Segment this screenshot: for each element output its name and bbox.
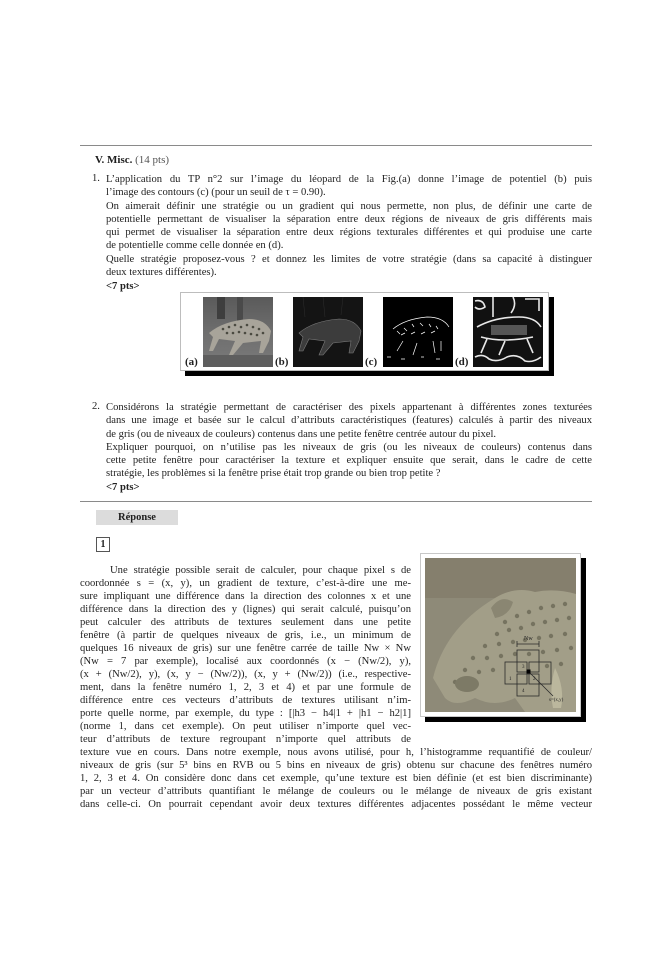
- q2-line: dans une image et basée sur le calcul d’attributs caractéristiques (features) calculés à partir des niveaux: [106, 415, 592, 426]
- window-number-4: 4: [522, 689, 525, 694]
- q1-line: On aimerait définir une stratégie ou un gradient qui nous permette, non plus, de définir une carte de: [106, 201, 592, 212]
- answer-line: porte quelle norme, par exemple, du type : [|h3 − h4|1 + |h1 − h2|1]: [80, 708, 411, 719]
- leopard-original-image: [203, 297, 273, 367]
- q1-line: qui permet de visualiser la séparation entre deux régions texturales différentes et qui produise une carte: [106, 227, 592, 238]
- answer-line: teur d’attributs de texture regroupant n’importe quel attributs de: [80, 734, 411, 745]
- q1-line: potentielle permettant de visualiser la séparation entre deux régions de niveaux de gris différents mais: [106, 214, 592, 225]
- window-number-2: 2: [533, 677, 536, 682]
- leopard-window-figure: [420, 553, 581, 717]
- top-rule: [80, 145, 592, 146]
- leopard-figure-strip: [180, 292, 549, 371]
- answer-line: dans celle-ci. On pourrait cependant avoir deux textures différentes adjacentes possédant le même vecteur: [80, 799, 592, 810]
- answer-header: Réponse: [96, 510, 178, 525]
- answer-line: Une stratégie possible serait de calculer, pour chaque pixel s de: [110, 565, 411, 576]
- pixel-coordinate-label: s=(x,y): [549, 698, 564, 703]
- figure-label-a: (a): [185, 356, 198, 368]
- q2-line: Considérons la stratégie permettant de caractériser des pixels appartenant à différentes zones texturées: [106, 402, 592, 413]
- answer-line: fenêtre (à partir de quelques niveaux de gris, i.e., un minimum de: [80, 630, 411, 641]
- leopard-head-image: [425, 558, 576, 712]
- answer-line: (x + (Nw/2), y), (x, y − (Nw/2)), (x, y + (Nw/2)) (i.e., respective-: [80, 669, 411, 680]
- nw-label: Nw: [524, 636, 533, 642]
- window-number-1: 1: [509, 677, 512, 682]
- section-points: (14 pts): [135, 154, 170, 166]
- answer-line: quelques 16 niveaux de gris) sur une fenêtre carrée de taille Nw × Nw: [80, 643, 411, 654]
- q1-points: <7 pts>: [106, 281, 140, 292]
- answer-line: 1, 2, 3 et 4. On considère donc dans cet exemple, qu’une texture est bien définie (et est bien discriminante): [80, 773, 592, 784]
- q2-line: cette petite fenêtre pour caractériser la texture et expliquer ensuite que serait, dans le cadre de cette: [106, 455, 592, 466]
- answer-line: coordonnée s = (x, y), un gradient de texture, c’est-à-dire une me-: [80, 578, 411, 589]
- q2-line: stratégie, les problèmes si la fenêtre prise était trop grande ou bien trop petite ?: [106, 468, 441, 479]
- answer-line: différence entre ces vecteurs d’attributs de textures utilisant n’im-: [80, 695, 411, 706]
- contours-image: [383, 297, 453, 367]
- q1-line: deux textures différentes).: [106, 267, 217, 278]
- figure-label-b: (b): [275, 356, 289, 368]
- question-2-number: 2.: [92, 401, 100, 412]
- potential-image: [293, 297, 363, 367]
- figure-label-d: (d): [455, 356, 469, 368]
- question-1-number: 1.: [92, 173, 100, 184]
- answer-line: (Nw = 7 par exemple), localisé aux coordonnés (x − (Nw/2), y),: [80, 656, 411, 667]
- q2-line: Expliquer pourquoi, on n’utilise pas les niveaux de gris (ou les niveaux de couleurs) contenus dans: [106, 442, 592, 453]
- answer-line: texture vue en cours. Dans notre exemple, nous avons utilisé, pour h, l’histogramme requantifié de couleur/: [80, 747, 592, 758]
- texture-potential-image: [473, 297, 543, 367]
- answer-rule: [80, 501, 592, 502]
- q1-line: de potentielle comme celle donnée en (d).: [106, 240, 284, 251]
- window-number-3: 3: [522, 665, 525, 670]
- answer-line: sure impliquant une différence dans la direction des colonnes x et une: [80, 591, 411, 602]
- section-title-text: V. Misc.: [95, 154, 133, 166]
- answer-line: (norme 1, dans cet exemple). On peut utiliser n’importe quel vec-: [80, 721, 411, 732]
- q2-line: de gris (ou de niveaux de couleurs) contenus dans une petite fenêtre centrée autour du pixel.: [106, 429, 497, 440]
- q1-line: L’application du TP n°2 sur l’image du léopard de la Fig.(a) donne l’image de potentiel (b) puis: [106, 174, 592, 185]
- answer-line: ment, dans la fenêtre numéro 1, 2, 3 et 4) et par une formule de: [80, 682, 411, 693]
- q1-line: l’image des contours (c) (pour un seuil de τ = 0.90).: [106, 187, 326, 198]
- q1-line: Quelle stratégie proposez-vous ? et donnez les limites de votre stratégie (dans sa capacité à distinguer: [106, 254, 592, 265]
- q2-points: <7 pts>: [106, 482, 140, 493]
- answer-line: par un vecteur d’attributs quantifiant le mélange de couleurs ou le mélange de niveaux de gris existant: [80, 786, 592, 797]
- answer-line: différence dans la direction des y (lignes) qui serait calculé, puisqu’on: [80, 604, 411, 615]
- answer-line: niveaux de gris (sur 5³ bins en RVB ou 5 bins en niveaux de gris) obtenu sur chacune des fenêtres numéro: [80, 760, 592, 771]
- answer-number-box: 1: [96, 537, 110, 552]
- answer-line: peut calculer des attributs de textures seulement dans une petite: [80, 617, 411, 628]
- section-title: [95, 154, 169, 166]
- figure-label-c: (c): [365, 356, 378, 368]
